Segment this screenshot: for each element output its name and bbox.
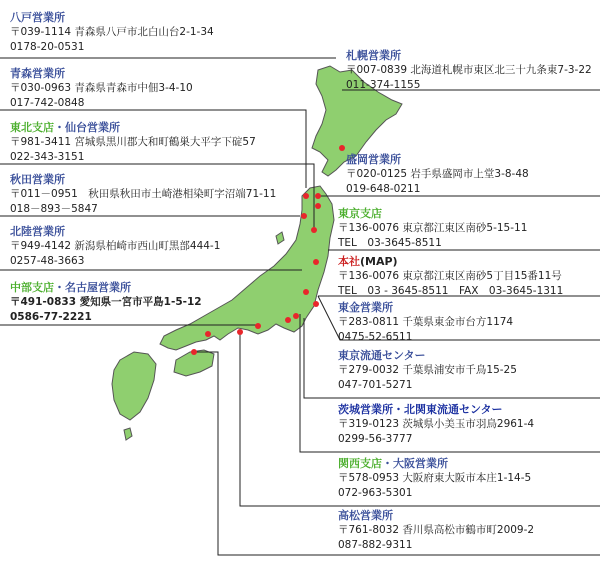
kyushu-landmass (112, 352, 156, 420)
office-tel: 0257-48-3663 (10, 255, 85, 267)
office-address: 〒761-8032 香川県高松市鶴市町2009-2 (338, 524, 535, 536)
marker-akita (301, 213, 307, 219)
office-takamatsu (338, 508, 534, 553)
office-tel: 017-742-0848 (10, 97, 85, 109)
office-address: 〒007-0839 北海道札幌市東区北三十九条東7-3-22 (346, 64, 592, 76)
marker-ibaraki (285, 317, 291, 323)
office-name[interactable]: 東京支店 (338, 207, 382, 220)
office-tel: TEL 03-3645-8511 (338, 237, 442, 249)
office-sapporo (346, 48, 592, 93)
office-tel: 0475-52-6511 (338, 331, 413, 343)
office-name[interactable] (10, 120, 256, 135)
office-hokuriku (10, 224, 220, 269)
marker-hachinohe (315, 193, 321, 199)
office-tel: 0178-20-0531 (10, 41, 85, 53)
sub-office-name[interactable]: ・仙台営業所 (54, 121, 120, 134)
office-tel: TEL 03 - 3645-8511 FAX 03-3645-1311 (338, 285, 564, 297)
office-address: 〒491-0833 愛知県一宮市平島1-5-12 (10, 296, 202, 308)
sub-office-name[interactable]: ・名古屋営業所 (54, 281, 131, 294)
office-honsha (338, 254, 563, 299)
office-address: 〒020-0125 岩手県盛岡市上堂3-8-48 (346, 168, 529, 180)
office-tokyo (338, 206, 527, 251)
office-name[interactable] (338, 456, 531, 471)
office-address: 〒030-0963 青森県青森市中佃3-4-10 (10, 82, 193, 94)
office-address: 〒283-0811 千葉県東金市台方1174 (338, 316, 514, 328)
sub-office-name[interactable]: ・大阪営業所 (382, 457, 448, 470)
branch-name[interactable]: 東北支店 (10, 121, 54, 134)
office-name[interactable]: 北陸営業所 (10, 225, 65, 238)
office-name[interactable]: 札幌営業所 (346, 49, 401, 62)
marker-chubu (237, 329, 243, 335)
office-address: 〒279-0032 千葉県浦安市千鳥15-25 (338, 364, 517, 376)
office-name[interactable]: 東京流通センター (338, 349, 426, 362)
office-tel: 0299-56-3777 (338, 433, 413, 445)
office-hachinohe (10, 10, 214, 55)
office-tel: 019-648-0211 (346, 183, 421, 195)
marker-tokyo (313, 259, 319, 265)
office-address: 〒039-1114 青森県八戸市北白山台2-1-34 (10, 26, 214, 38)
office-name[interactable]: 高松営業所 (338, 509, 393, 522)
office-name[interactable]: 茨城営業所・北関東流通センター (338, 403, 503, 416)
office-chubu (10, 280, 202, 325)
office-aomori (10, 66, 193, 111)
marker-honsha (303, 289, 309, 295)
office-tel: 018－893－5847 (10, 203, 98, 215)
office-name[interactable] (338, 254, 563, 269)
office-akita (10, 172, 276, 217)
office-name[interactable]: 盛岡営業所 (346, 153, 401, 166)
marker-sapporo (339, 145, 345, 151)
marker-takamatsu (191, 349, 197, 355)
marker-kansai (205, 331, 211, 337)
office-address: 〒981-3411 宮城県黒川郡大和町鶴巣大平字下碇57 (10, 136, 256, 148)
marker-morioka (315, 203, 321, 209)
office-address: 〒319-0123 茨城県小美玉市羽鳥2961-4 (338, 418, 535, 430)
branch-name[interactable]: 中部支店 (10, 281, 54, 294)
branch-name[interactable]: 関西支店 (338, 457, 382, 470)
office-tel: 0586-77-2221 (10, 311, 92, 323)
office-name[interactable] (10, 280, 202, 295)
honsha-name[interactable]: 本社 (338, 255, 360, 268)
office-name[interactable]: 秋田営業所 (10, 173, 65, 186)
office-tohoku (10, 120, 256, 165)
marker-tokyo-ryutsu (293, 313, 299, 319)
office-tel: 047-701-5271 (338, 379, 413, 391)
office-address: 〒011－0951 秋田県秋田市土崎港相染町字沼端71-11 (10, 188, 277, 200)
office-ibaraki (338, 402, 534, 447)
map-link[interactable]: (MAP) (360, 255, 398, 268)
marker-hokuriku (255, 323, 261, 329)
marker-tohoku (311, 227, 317, 233)
southern-islands (124, 428, 132, 440)
office-tel: 022-343-3151 (10, 151, 85, 163)
office-tel: 072-963-5301 (338, 487, 413, 499)
marker-aomori (303, 193, 309, 199)
office-tel: 087-882-9311 (338, 539, 413, 551)
office-name[interactable]: 青森営業所 (10, 67, 65, 80)
office-address: 〒578-0953 大阪府東大阪市本庄1-14-5 (338, 472, 532, 484)
sado-island (276, 232, 284, 244)
office-address: 〒949-4142 新潟県柏崎市西山町黒部444-1 (10, 240, 221, 252)
office-tel: 011-374-1155 (346, 79, 421, 91)
office-address: 〒136-0076 東京都江東区南砂5丁目15番11号 (338, 270, 562, 282)
office-address: 〒136-0076 東京都江東区南砂5-15-11 (338, 222, 528, 234)
marker-togane (313, 301, 319, 307)
office-tokyo-ryutsu (338, 348, 517, 393)
office-kansai (338, 456, 531, 501)
office-morioka (346, 152, 529, 197)
office-name[interactable]: 東金営業所 (338, 301, 393, 314)
office-togane (338, 300, 513, 345)
office-name[interactable]: 八戸営業所 (10, 11, 65, 24)
